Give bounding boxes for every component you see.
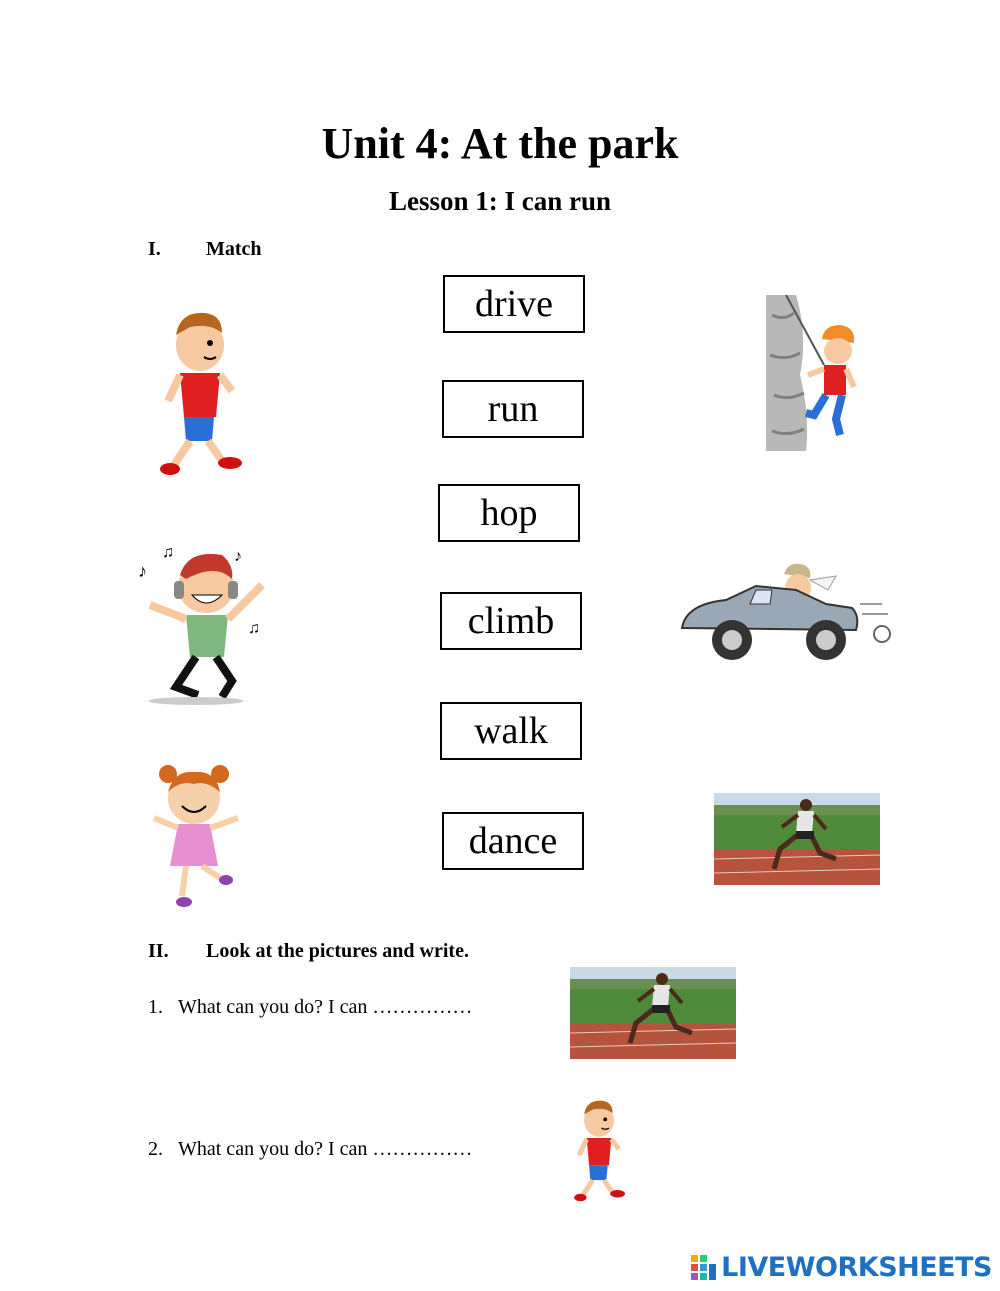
question-number: 2.: [148, 1138, 163, 1160]
hopping-girl-image[interactable]: [150, 762, 248, 912]
word-box-drive[interactable]: drive: [443, 275, 585, 333]
word-box-dance[interactable]: dance: [442, 812, 584, 870]
question-text[interactable]: What can you do? I can ……………: [178, 996, 473, 1018]
svg-text:♪: ♪: [234, 548, 242, 565]
svg-text:♫: ♫: [162, 544, 174, 561]
running-man-image[interactable]: [570, 967, 736, 1059]
walking-boy-image[interactable]: [150, 305, 250, 483]
section-label: Match: [206, 238, 262, 260]
section-number: II.: [148, 940, 169, 962]
liveworksheets-logo: [691, 1252, 992, 1283]
liveworksheets-icon: [691, 1255, 717, 1281]
section-match-heading: [148, 238, 262, 261]
dancing-boy-image[interactable]: [136, 545, 276, 707]
question-text[interactable]: What can you do? I can ……………: [178, 1138, 473, 1160]
running-man-image[interactable]: [714, 793, 880, 885]
section-write-heading: [148, 940, 469, 963]
question-number: 1.: [148, 996, 163, 1018]
walking-boy-image[interactable]: [568, 1094, 630, 1208]
word-box-hop[interactable]: hop: [438, 484, 580, 542]
driving-man-image[interactable]: [676, 560, 894, 664]
section-label: Look at the pictures and write.: [206, 940, 469, 962]
word-box-run[interactable]: run: [442, 380, 584, 438]
question-2: [148, 1138, 472, 1161]
climbing-boy-image[interactable]: [766, 295, 878, 451]
section-number: I.: [148, 238, 161, 260]
word-box-walk[interactable]: walk: [440, 702, 582, 760]
question-1: [148, 996, 472, 1019]
word-box-climb[interactable]: climb: [440, 592, 582, 650]
lesson-subtitle: Lesson 1: I can run: [388, 186, 612, 216]
svg-text:♪: ♪: [138, 561, 147, 581]
brand-name: LIVEWORKSHEETS: [721, 1252, 992, 1283]
svg-text:♫: ♫: [248, 620, 260, 637]
page-title: Unit 4: At the park: [321, 119, 679, 168]
